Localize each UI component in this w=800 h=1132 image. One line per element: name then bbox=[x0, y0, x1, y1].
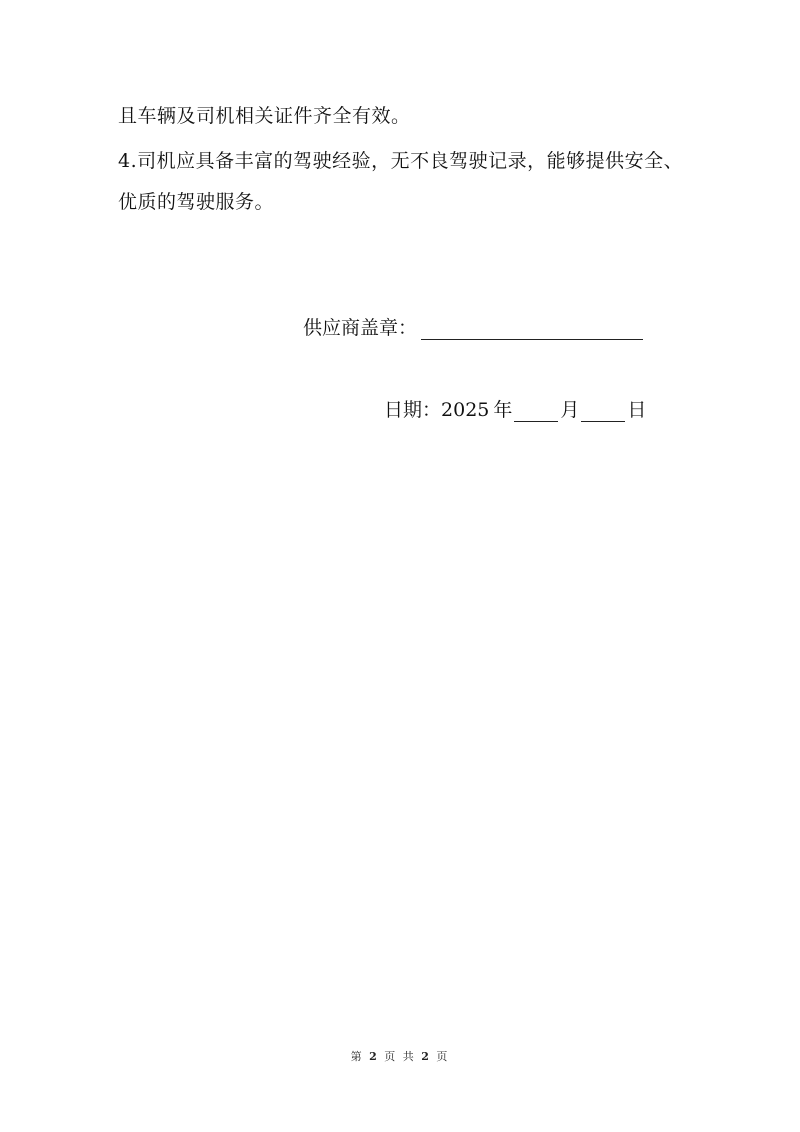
date-month-unit: 月 bbox=[560, 399, 580, 421]
footer-prefix: 第 bbox=[350, 1050, 364, 1063]
footer-total-pages: 2 bbox=[421, 1050, 431, 1063]
footer-page-word: 页 bbox=[384, 1050, 398, 1063]
date-day-blank bbox=[581, 401, 625, 422]
body-line-1: 且车辆及司机相关证件齐全有效。 bbox=[118, 105, 411, 127]
supplier-seal-label: 供应商盖章： bbox=[303, 317, 418, 339]
footer-current-page: 2 bbox=[369, 1050, 379, 1063]
footer-total-word: 共 bbox=[402, 1050, 416, 1063]
page-footer bbox=[0, 1050, 800, 1064]
date-label: 日期： bbox=[384, 399, 442, 421]
body-line-2: 4.司机应具备丰富的驾驶经验，无不良驾驶记录，能够提供安全、 bbox=[118, 150, 684, 172]
footer-suffix: 页 bbox=[436, 1050, 450, 1063]
body-line-3: 优质的驾驶服务。 bbox=[118, 191, 275, 213]
date-month-blank bbox=[514, 401, 558, 422]
supplier-seal-blank bbox=[421, 319, 643, 340]
date-year: 2025 bbox=[441, 399, 490, 421]
supplier-seal-row bbox=[303, 316, 643, 340]
date-year-unit: 年 bbox=[493, 399, 513, 421]
date-day-unit: 日 bbox=[627, 399, 647, 421]
date-row bbox=[384, 398, 646, 422]
